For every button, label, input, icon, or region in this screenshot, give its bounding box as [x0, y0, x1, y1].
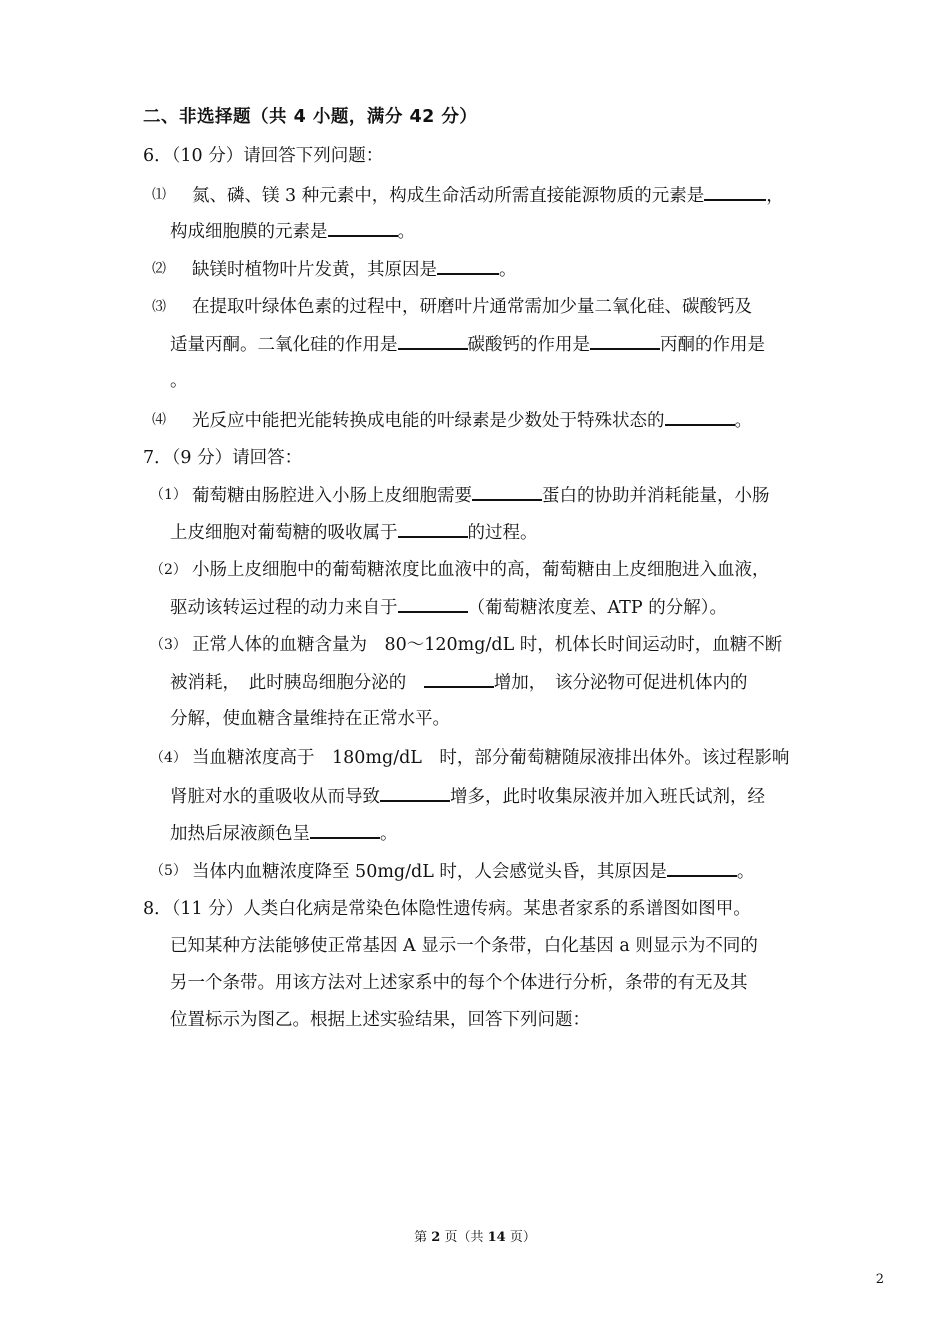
q6-p4-num: ⑷ — [152, 412, 166, 428]
q6-p1-num: ⑴ — [152, 187, 166, 203]
q7-p2-line1: 小肠上皮细胞中的葡萄糖浓度比血液中的高，葡萄糖由上皮细胞进入血液， — [192, 560, 770, 580]
answer-blank[interactable] — [380, 784, 450, 802]
answer-blank[interactable] — [328, 219, 398, 237]
q6-p3-line2-a: 适量丙酮。二氧化硅的作用是 — [170, 335, 398, 355]
q6-p4-line — [192, 408, 752, 433]
q6-p2-num: ⑵ — [152, 261, 166, 277]
q8-line2: 已知某种方法能够使正常基因 A 显示一个条带，白化基因 a 则显示为不同的 — [170, 936, 758, 956]
q7-p4-num: （4） — [150, 750, 187, 766]
answer-blank[interactable] — [704, 183, 766, 201]
q7-p3-line2-b: 增加， 该分泌物可促进机体内的 — [493, 673, 748, 693]
q7-p2-line2-a: 驱动该转运过程的动力来自于 — [170, 598, 398, 618]
answer-blank[interactable] — [424, 670, 494, 688]
corner-page-number: 2 — [875, 1272, 884, 1287]
footer-middle: 页（共 — [440, 1230, 488, 1245]
page-footer — [0, 1226, 950, 1245]
q7-p3-line1: 正常人体的血糖含量为 80～120mg/dL 时，机体长时间运动时，血糖不断 — [192, 635, 783, 655]
q6-p1-text-b: ， — [766, 186, 784, 206]
q6-p3-line2-b: 碳酸钙的作用是 — [467, 335, 590, 355]
q6-header: 6．（10 分）请回答下列问题： — [143, 146, 384, 166]
footer-prefix: 第 — [414, 1230, 432, 1245]
q7-p3-num: （3） — [150, 637, 187, 653]
q6-p4-text-b: 。 — [734, 411, 752, 431]
q7-p1-line1 — [192, 483, 770, 508]
footer-page-number: 2 — [431, 1230, 441, 1245]
q7-p4-line3 — [170, 821, 398, 846]
q7-p3-line2 — [170, 670, 748, 695]
q7-p4-line3-b: 。 — [380, 824, 398, 844]
q7-p1-num: （1） — [150, 487, 187, 503]
q7-p4-line3-a: 加热后尿液颜色呈 — [170, 824, 310, 844]
q6-p1-line2-b: 。 — [397, 222, 415, 242]
q7-p5-num: （5） — [150, 863, 187, 879]
q6-p2-line — [192, 257, 517, 282]
answer-blank[interactable] — [437, 257, 499, 275]
q6-p1-text-a: 氮、磷、镁 3 种元素中，构成生命活动所需直接能源物质的元素是 — [192, 186, 705, 206]
q7-p2-line2 — [170, 595, 727, 620]
q8-line1: 8．（11 分）人类白化病是常染色体隐性遗传病。某患者家系的系谱图如图甲。 — [143, 899, 751, 919]
q7-p2-line2-b: （葡萄糖浓度差、ATP 的分解）。 — [467, 598, 727, 618]
q6-p3-line2-c: 丙酮的作用是 — [660, 335, 765, 355]
q7-p1-line2-b: 的过程。 — [467, 523, 538, 543]
answer-blank[interactable] — [472, 483, 542, 501]
q7-p1-line1-b: 蛋白的协助并消耗能量，小肠 — [542, 486, 770, 506]
q7-p1-line2 — [170, 520, 538, 545]
q7-p2-num: （2） — [150, 562, 187, 578]
answer-blank[interactable] — [398, 595, 468, 613]
q7-p5-line — [192, 859, 754, 884]
q6-p2-text-b: 。 — [499, 260, 517, 280]
q7-p3-line3: 分解，使血糖含量维持在正常水平。 — [170, 709, 450, 729]
q7-p1-line2-a: 上皮细胞对葡萄糖的吸收属于 — [170, 523, 398, 543]
answer-blank[interactable] — [310, 821, 380, 839]
q7-p4-line2-a: 肾脏对水的重吸收从而导致 — [170, 787, 380, 807]
answer-blank[interactable] — [665, 408, 735, 426]
answer-blank[interactable] — [398, 332, 468, 350]
q6-p3-line3: 。 — [170, 371, 188, 391]
q7-p1-line1-a: 葡萄糖由肠腔进入小肠上皮细胞需要 — [192, 486, 472, 506]
q6-p2-text-a: 缺镁时植物叶片发黄，其原因是 — [192, 260, 437, 280]
section-title: 二、非选择题（共 4 小题，满分 42 分） — [143, 107, 478, 127]
q7-p5-text-b: 。 — [736, 862, 755, 882]
q6-p3-line1: 在提取叶绿体色素的过程中，研磨叶片通常需加少量二氧化硅、碳酸钙及 — [192, 297, 752, 317]
q7-header: 7．（9 分）请回答： — [143, 448, 303, 468]
q8-line4: 位置标示为图乙。根据上述实验结果，回答下列问题： — [170, 1010, 590, 1030]
footer-suffix: 页） — [505, 1230, 536, 1245]
answer-blank[interactable] — [398, 520, 468, 538]
q8-line3: 另一个条带。用该方法对上述家系中的每个个体进行分析，条带的有无及其 — [170, 973, 748, 993]
q6-p3-line2 — [170, 332, 765, 357]
answer-blank[interactable] — [667, 859, 737, 877]
footer-total-pages: 14 — [487, 1230, 506, 1245]
q6-p3-num: ⑶ — [152, 299, 166, 315]
q6-p4-text-a: 光反应中能把光能转换成电能的叶绿素是少数处于特殊状态的 — [192, 411, 665, 431]
q7-p4-line2 — [170, 784, 765, 809]
q7-p4-line1: 当血糖浓度高于 180mg/dL 时，部分葡萄糖随尿液排出体外。该过程影响 — [192, 748, 790, 768]
q7-p4-line2-b: 增多，此时收集尿液并加入班氏试剂，经 — [450, 787, 765, 807]
q6-p1-line2 — [170, 219, 415, 244]
q7-p3-line2-a: 被消耗， 此时胰岛细胞分泌的 — [170, 673, 424, 693]
q6-p1-line1 — [192, 183, 784, 208]
answer-blank[interactable] — [590, 332, 660, 350]
q7-p5-text-a: 当体内血糖浓度降至 50mg/dL 时，人会感觉头昏，其原因是 — [192, 862, 667, 882]
q6-p1-line2-a: 构成细胞膜的元素是 — [170, 222, 328, 242]
